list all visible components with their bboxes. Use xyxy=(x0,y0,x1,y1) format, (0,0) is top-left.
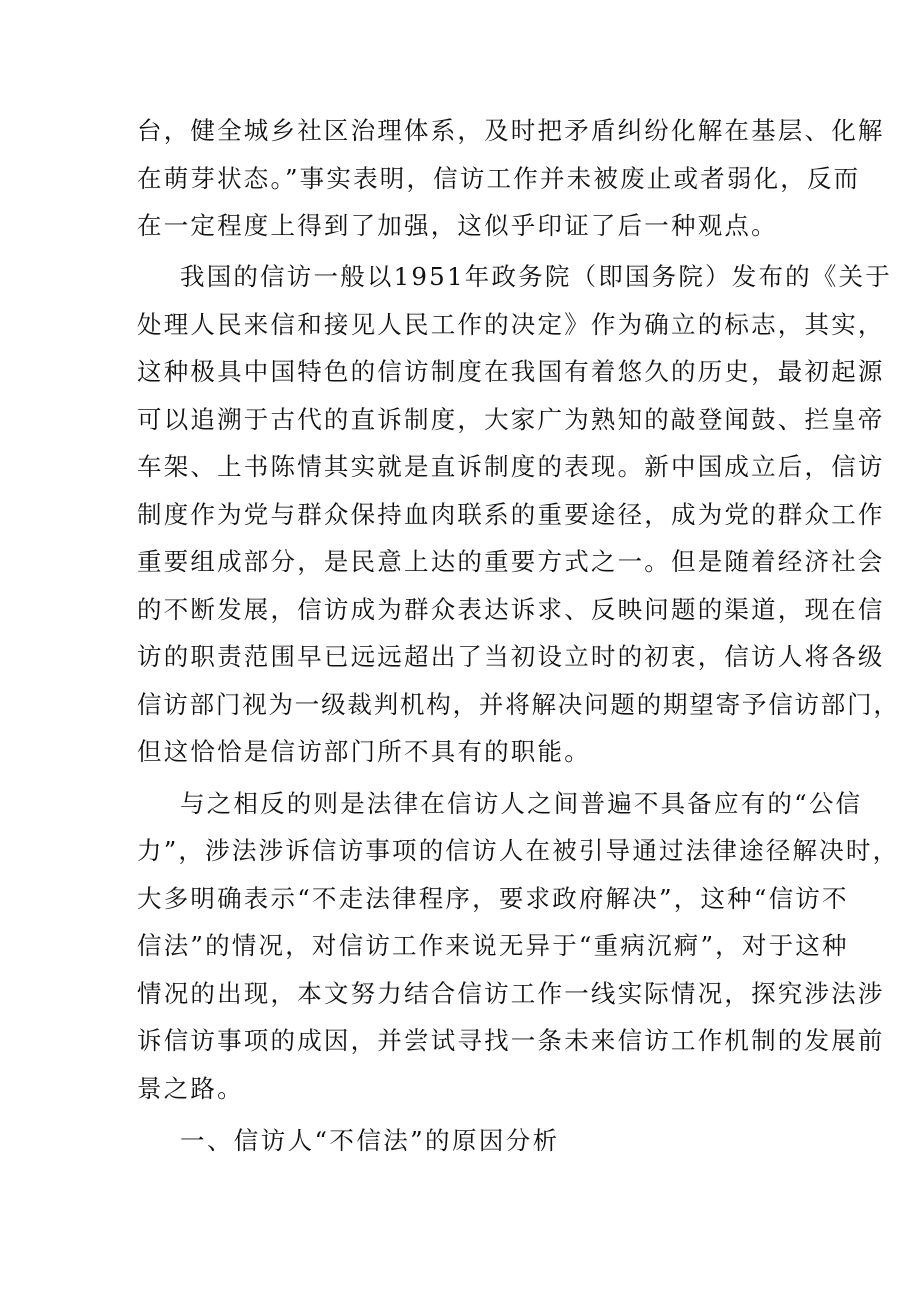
paragraph-2-line-11: 但这恰恰是信访部门所不具有的职能。 xyxy=(137,737,591,766)
paragraph-3-line-6: 诉信访事项的成因，并尝试寻找一条未来信访工作机制的发展前 xyxy=(137,1026,885,1055)
paragraph-2-line-4: 可以追溯于古代的直诉制度，大家广为熟知的敲登闻鼓、拦皇帝 xyxy=(137,405,885,434)
paragraph-3-line-3: 大多明确表示“不走法律程序，要求政府解决”，这种“信访不 xyxy=(137,884,849,913)
paragraph-3-line-5: 情况的出现，本文努力结合信访工作一线实际情况，探究涉法涉 xyxy=(137,979,885,1008)
paragraph-3-line-4: 信法”的情况，对信访工作来说无异于“重病沉痾”，对于这种 xyxy=(137,931,849,960)
paragraph-2-line-6: 制度作为党与群众保持血肉联系的重要途径，成为党的群众工作 xyxy=(137,500,885,529)
paragraph-2-line-3: 这种极具中国特色的信访制度在我国有着悠久的历史，最初起源 xyxy=(137,357,885,386)
paragraph-2-line-7: 重要组成部分，是民意上达的重要方式之一。但是随着经济社会 xyxy=(137,547,885,576)
paragraph-3-line-1: 与之相反的则是法律在信访人之间普遍不具备应有的“公信 xyxy=(180,789,863,818)
paragraph-2-line-8: 的不断发展，信访成为群众表达诉求、反映问题的渠道，现在信 xyxy=(137,595,885,624)
paragraph-1-line-2: 在萌芽状态。”事实表明，信访工作并未被废止或者弱化，反而 xyxy=(137,164,861,193)
section-heading: 一、信访人“不信法”的原因分析 xyxy=(180,1126,560,1155)
paragraph-2-line-5: 车架、上书陈情其实就是直诉制度的表现。新中国成立后，信访 xyxy=(137,452,885,481)
paragraph-3-line-7: 景之路。 xyxy=(137,1074,244,1103)
paragraph-2-line-1: 我国的信访一般以1951年政务院（即国务院）发布的《关于 xyxy=(180,262,892,291)
paragraph-3-line-2: 力”，涉法涉诉信访事项的信访人在被引导通过法律途径解决时， xyxy=(137,836,900,865)
paragraph-2-line-10: 信访部门视为一级裁判机构，并将解决问题的期望寄予信访部门， xyxy=(137,690,900,719)
paragraph-1-line-3: 在一定程度上得到了加强，这似乎印证了后一种观点。 xyxy=(137,211,778,240)
paragraph-2-line-2: 处理人民来信和接见人民工作的决定》作为确立的标志，其实， xyxy=(137,310,885,339)
paragraph-2-line-9: 访的职责范围早已远远超出了当初设立时的初衷，信访人将各级 xyxy=(137,642,885,671)
paragraph-1-line-1: 台，健全城乡社区治理体系，及时把矛盾纠纷化解在基层、化解 xyxy=(137,116,885,145)
